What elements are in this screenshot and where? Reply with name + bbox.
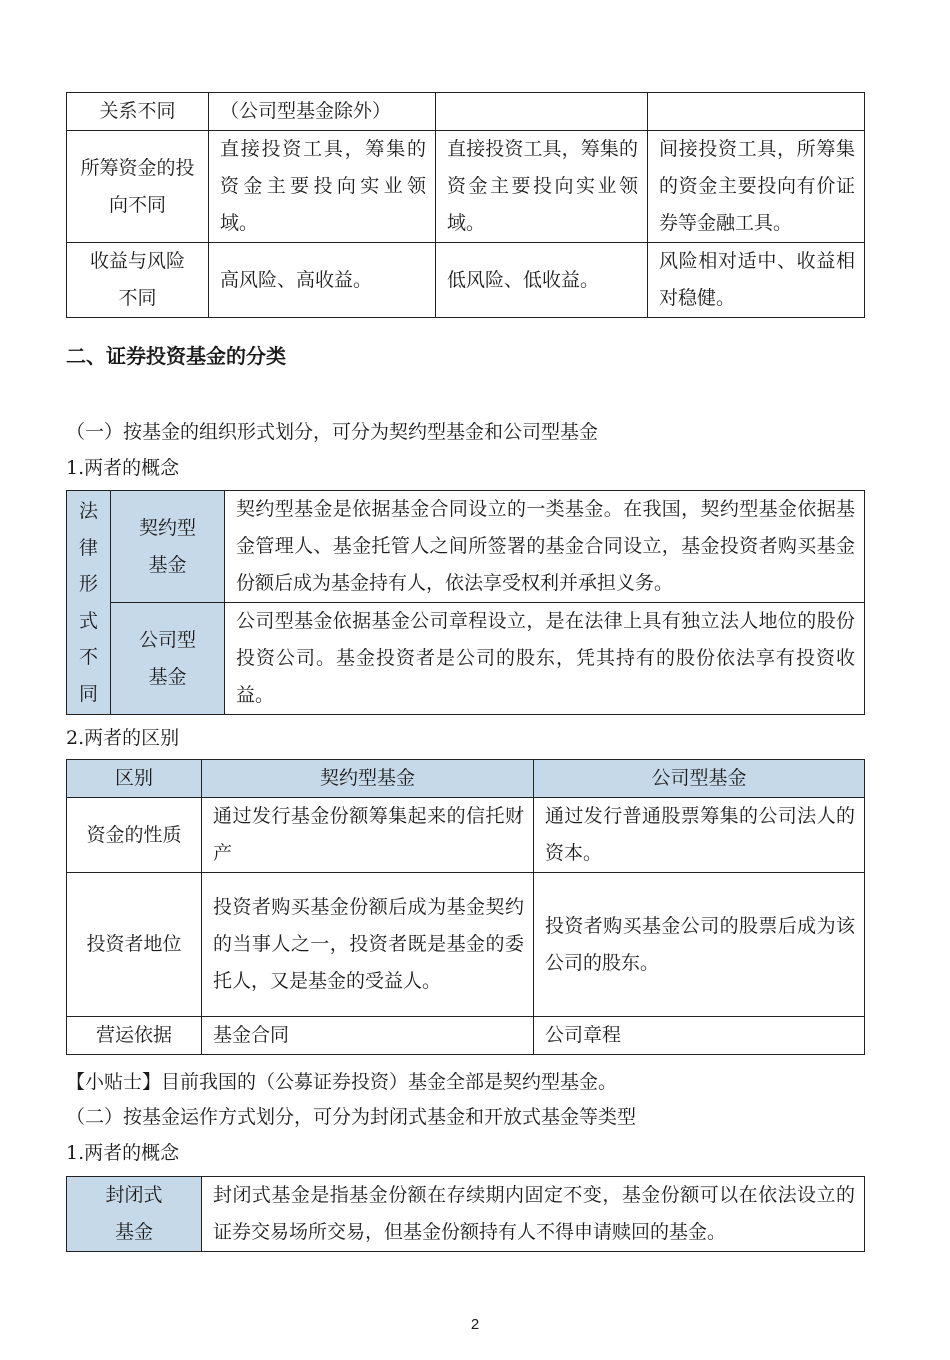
column-header: 公司型基金 — [534, 760, 865, 798]
table-cell: 直接投资工具，筹集的资金主要投向实业领域。 — [209, 131, 436, 243]
item-title: 1.两者的概念 — [66, 1142, 180, 1164]
table-cell: 低风险、低收益。 — [436, 243, 648, 318]
subsection-title: （二）按基金运作方式划分，可分为封闭式基金和开放式基金等类型 — [66, 1106, 637, 1128]
table-row — [67, 1177, 865, 1252]
table-row — [67, 798, 865, 873]
table-row — [67, 93, 865, 131]
row-label: 所筹资金的投向不同 — [67, 131, 209, 243]
column-header: 区别 — [67, 760, 202, 798]
table-cell: 直接投资工具，筹集的资金主要投向实业领域。 — [436, 131, 648, 243]
fund-difference-table — [66, 759, 865, 1055]
table-row — [67, 873, 865, 1017]
fund-type-description: 封闭式基金是指基金份额在存续期内固定不变，基金份额可以在依法设立的证券交易场所交易，但基金份额持有人不得申请赎回的基金。 — [202, 1177, 865, 1252]
table-cell: 间接投资工具，所筹集的资金主要投向有价证券等金融工具。 — [648, 131, 865, 243]
column-header: 契约型基金 — [202, 760, 534, 798]
page-number: 2 — [470, 1316, 480, 1333]
table-cell: 基金合同 — [202, 1017, 534, 1055]
table-row — [67, 131, 865, 243]
comparison-table-continued — [66, 92, 865, 318]
section-heading: 二、证券投资基金的分类 — [66, 344, 286, 368]
table-cell: 投资者购买基金份额后成为基金契约的当事人之一，投资者既是基金的委托人，又是基金的受益人。 — [202, 873, 534, 1017]
closed-fund-concept-table — [66, 1176, 865, 1252]
row-label: 收益与风险不同 — [67, 243, 209, 318]
row-label: 关系不同 — [67, 93, 209, 131]
item-title: 1.两者的概念 — [66, 457, 180, 479]
table-cell: 投资者购买基金公司的股票后成为该公司的股东。 — [534, 873, 865, 1017]
fund-type-description: 契约型基金是依据基金合同设立的一类基金。在我国，契约型基金依据基金管理人、基金托管人之间所签署的基金合同设立，基金投资者购买基金份额后成为基金持有人，依法享受权利并承担义务。 — [225, 491, 865, 603]
table-cell: 公司章程 — [534, 1017, 865, 1055]
table-cell: 高风险、高收益。 — [209, 243, 436, 318]
table-row — [67, 491, 865, 603]
table-cell: （公司型基金除外） — [209, 93, 436, 131]
table-cell: 通过发行基金份额筹集起来的信托财产 — [202, 798, 534, 873]
table-cell — [436, 93, 648, 131]
fund-type-label: 公司型基金 — [111, 603, 225, 715]
row-label: 营运依据 — [67, 1017, 202, 1055]
fund-concept-table — [66, 490, 865, 715]
row-label: 投资者地位 — [67, 873, 202, 1017]
table-header-row — [67, 760, 865, 798]
table-row — [67, 1017, 865, 1055]
item-title: 2.两者的区别 — [66, 727, 180, 749]
table-row — [67, 243, 865, 318]
table-row — [67, 603, 865, 715]
row-label: 资金的性质 — [67, 798, 202, 873]
fund-type-description: 公司型基金依据基金公司章程设立，是在法律上具有独立法人地位的股份投资公司。基金投资者是公司的股东，凭其持有的股份依法享有投资收益。 — [225, 603, 865, 715]
fund-type-label: 封闭式基金 — [67, 1177, 202, 1252]
tip-note: 【小贴士】目前我国的（公募证券投资）基金全部是契约型基金。 — [66, 1071, 618, 1093]
group-label: 法律形式不同 — [67, 491, 111, 715]
fund-type-label: 契约型基金 — [111, 491, 225, 603]
subsection-title: （一）按基金的组织形式划分，可分为契约型基金和公司型基金 — [66, 421, 599, 443]
table-cell — [648, 93, 865, 131]
table-cell: 风险相对适中、收益相对稳健。 — [648, 243, 865, 318]
table-cell: 通过发行普通股票筹集的公司法人的资本。 — [534, 798, 865, 873]
